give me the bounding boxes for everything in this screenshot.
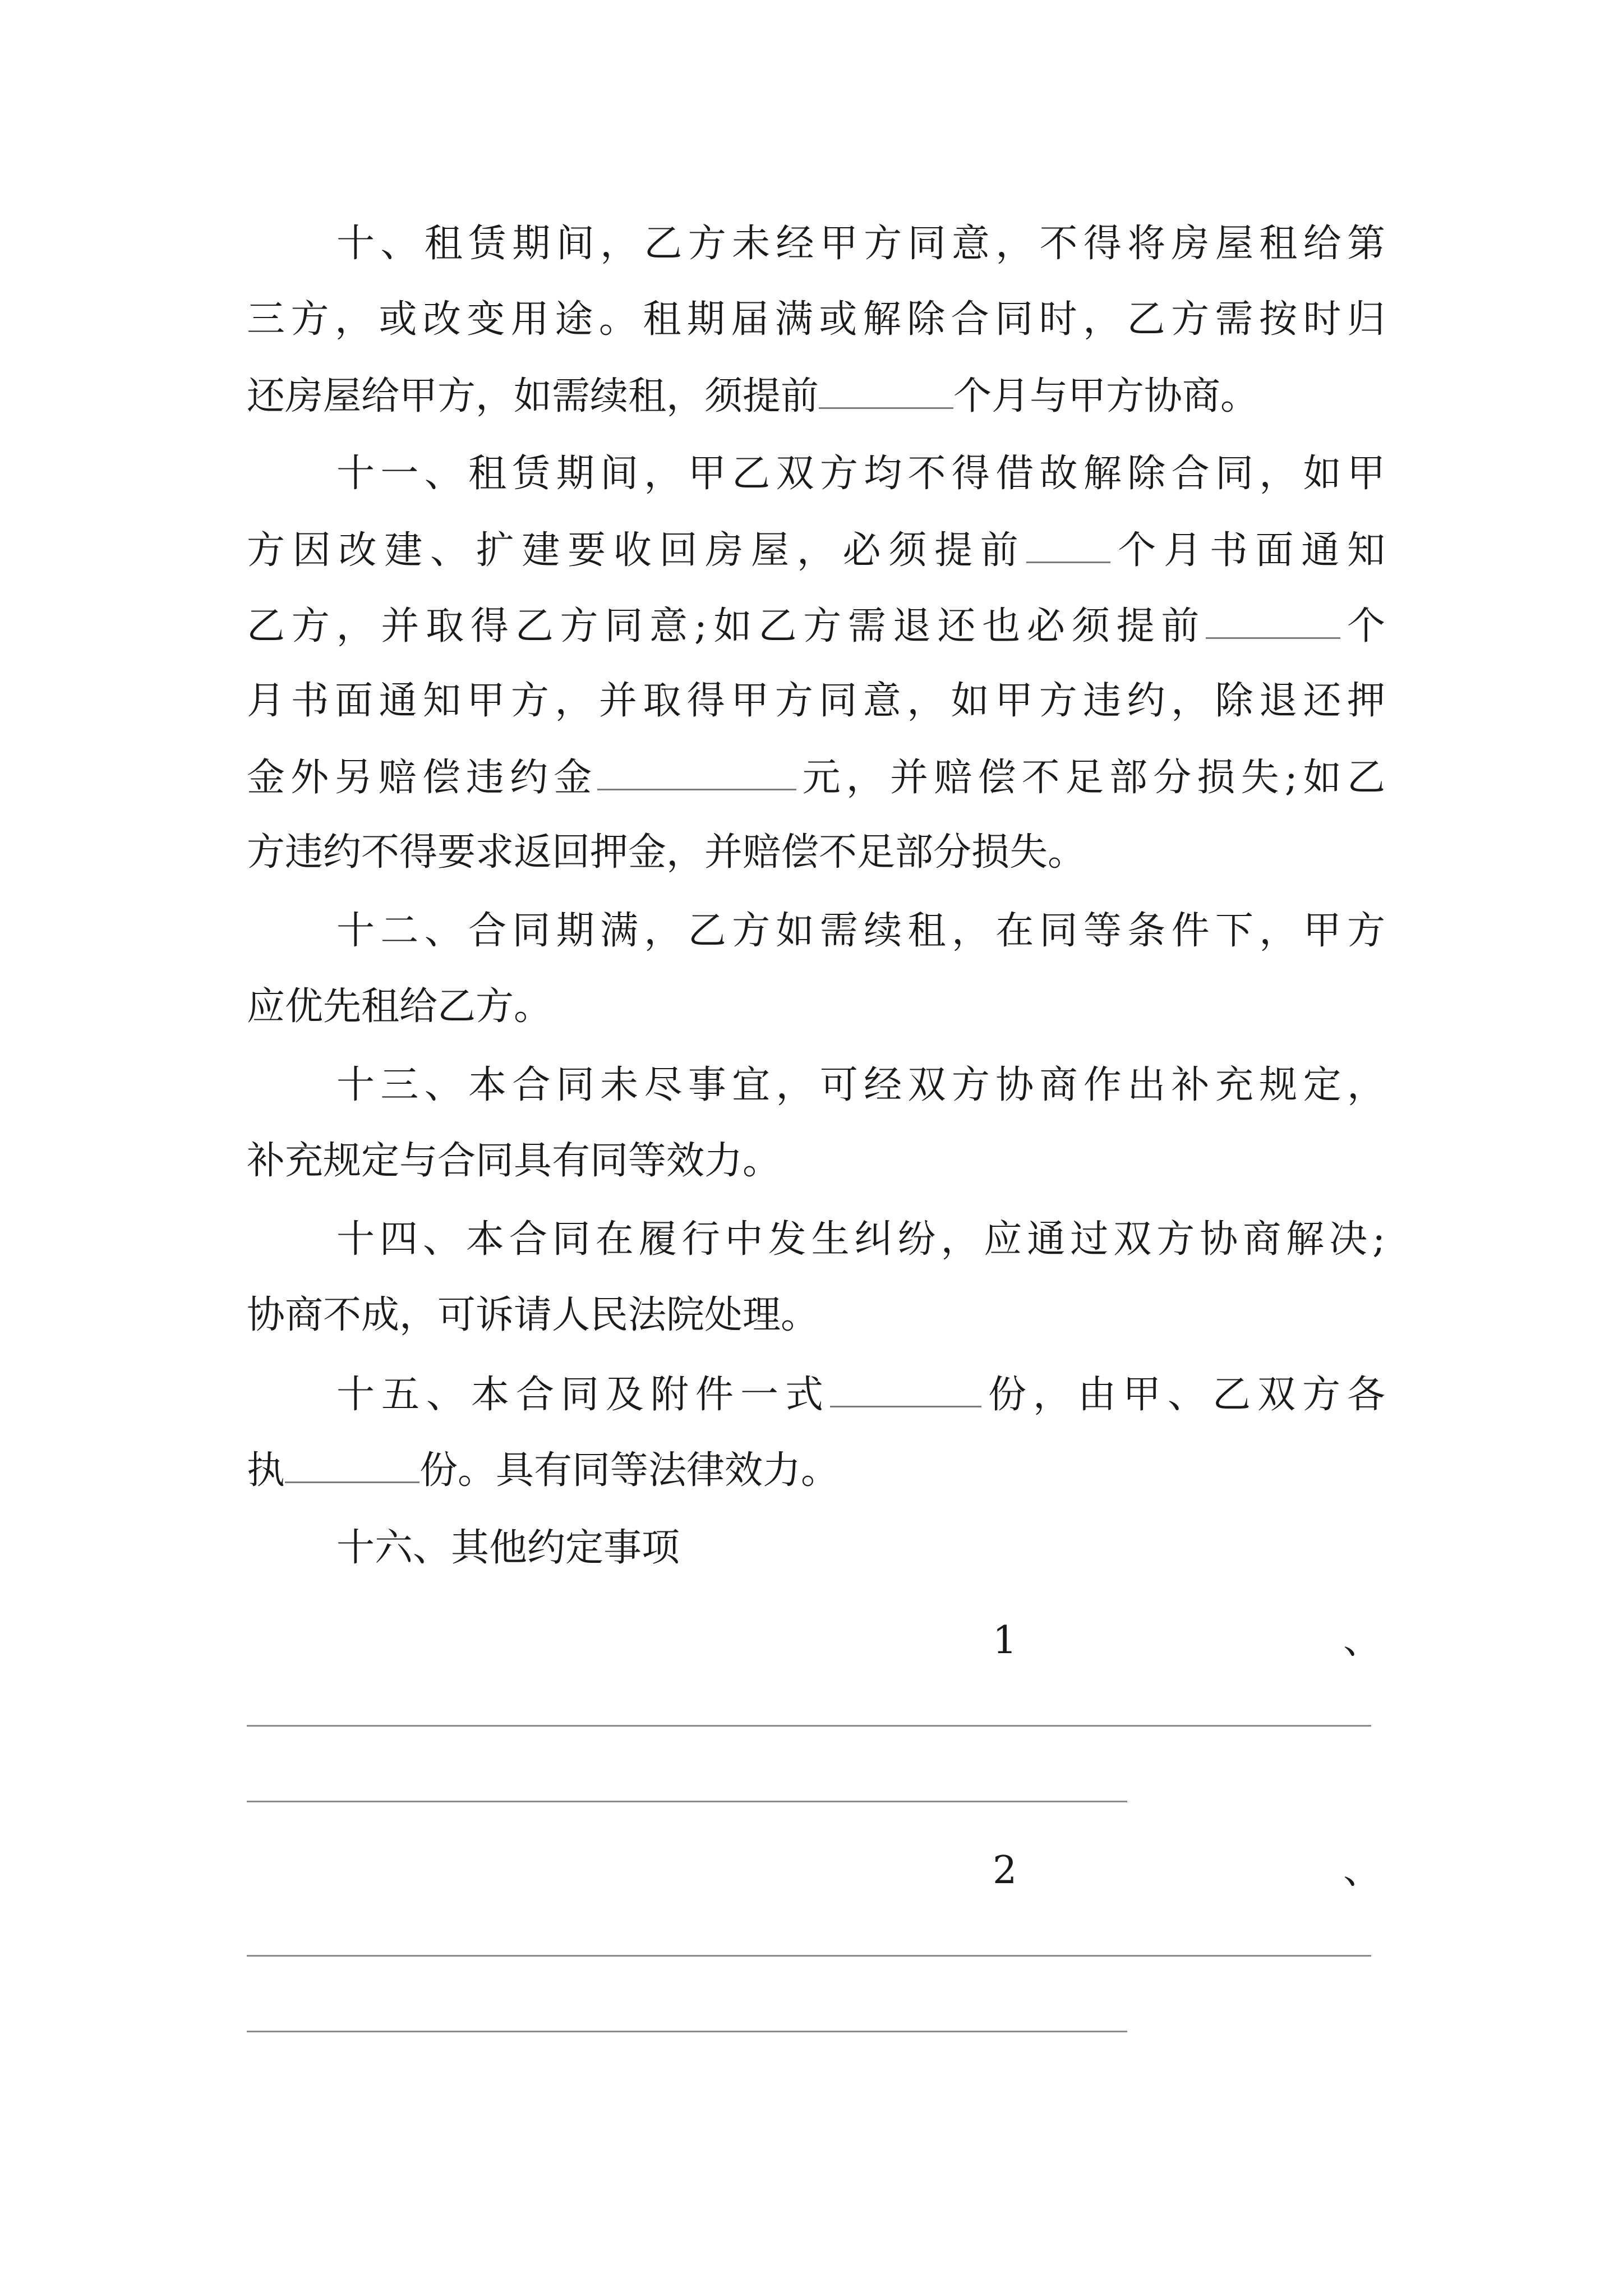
clause-11-text-d: 个 <box>1340 604 1385 648</box>
clause-15-line-1 <box>336 1369 1385 1419</box>
clause-16-heading: 十六、其他约定事项 <box>336 1526 680 1570</box>
item-1-number: 1 <box>993 1618 1017 1663</box>
clause-10-line-2: 三方，或改变用途。租期届满或解除合同时，乙方需按时归 <box>247 297 1385 342</box>
blank-penalty-amount[interactable] <box>597 752 796 790</box>
blank-copies-total[interactable] <box>830 1369 981 1407</box>
clause-15-text-a: 十五、本合同及附件一式 <box>336 1373 830 1417</box>
clause-11-text-e: 金外另赔偿违约金 <box>247 756 598 800</box>
clause-10-text-a: 还房屋给甲方，如需续租，须提前 <box>247 374 819 418</box>
clause-11-line-4: 月书面通知甲方，并取得甲方同意，如甲方违约，除退还押 <box>247 679 1385 723</box>
clause-10-text-b: 个月与甲方协商。 <box>953 374 1259 418</box>
clause-14-line-2: 协商不成，可诉请人民法院处理。 <box>247 1293 819 1337</box>
item-1-fill-line-1[interactable] <box>247 1725 1371 1727</box>
blank-landlord-notice-months[interactable] <box>1026 524 1110 563</box>
clause-15-text-c: 执 <box>247 1448 285 1493</box>
clause-11-line-6: 方违约不得要求返回押金，并赔偿不足部分损失。 <box>247 830 1086 875</box>
clause-12-line-1: 十二、合同期满，乙方如需续租，在同等条件下，甲方 <box>336 909 1385 953</box>
blank-copies-each[interactable] <box>285 1444 419 1483</box>
clause-11-text-b: 个月书面通知 <box>1110 528 1385 573</box>
item-2-number: 2 <box>993 1848 1017 1893</box>
clause-12-line-2: 应优先租给乙方。 <box>247 984 552 1029</box>
clause-11-line-3 <box>247 600 1385 651</box>
clause-11-text-c: 乙方，并取得乙方同意;如乙方需退还也必须提前 <box>247 604 1206 648</box>
clause-11-text-f: 元，并赔偿不足部分损失;如乙 <box>796 756 1385 800</box>
clause-11-line-1: 十一、租赁期间，甲乙双方均不得借故解除合同，如甲 <box>336 452 1385 496</box>
clause-13-line-2: 补充规定与合同具有同等效力。 <box>247 1139 781 1183</box>
item-1-fill-line-2[interactable] <box>247 1801 1127 1802</box>
clause-15-text-b: 份，由甲、乙双方各 <box>981 1373 1385 1417</box>
blank-renewal-notice-months[interactable] <box>819 370 953 409</box>
clause-15-text-d: 份。具有同等法律效力。 <box>419 1448 840 1493</box>
clause-11-text-a: 方因改建、扩建要收回房屋，必须提前 <box>247 528 1026 573</box>
item-2-fill-line-1[interactable] <box>247 1955 1371 1957</box>
clause-11-line-2 <box>247 524 1385 575</box>
item-2-mark: 、 <box>1343 1848 1382 1893</box>
blank-tenant-notice-months[interactable] <box>1206 600 1340 639</box>
item-2-fill-line-2[interactable] <box>247 2031 1127 2032</box>
clause-13-line-1: 十三、本合同未尽事宜，可经双方协商作出补充规定， <box>336 1063 1385 1107</box>
clause-10-line-1: 十、租赁期间，乙方未经甲方同意，不得将房屋租给第 <box>336 222 1385 266</box>
clause-15-line-2 <box>247 1444 1385 1495</box>
item-1-mark: 、 <box>1343 1618 1382 1663</box>
clause-11-line-5 <box>247 752 1385 802</box>
clause-10-line-3 <box>247 370 1385 421</box>
clause-14-line-1: 十四、本合同在履行中发生纠纷，应通过双方协商解决; <box>336 1217 1385 1262</box>
